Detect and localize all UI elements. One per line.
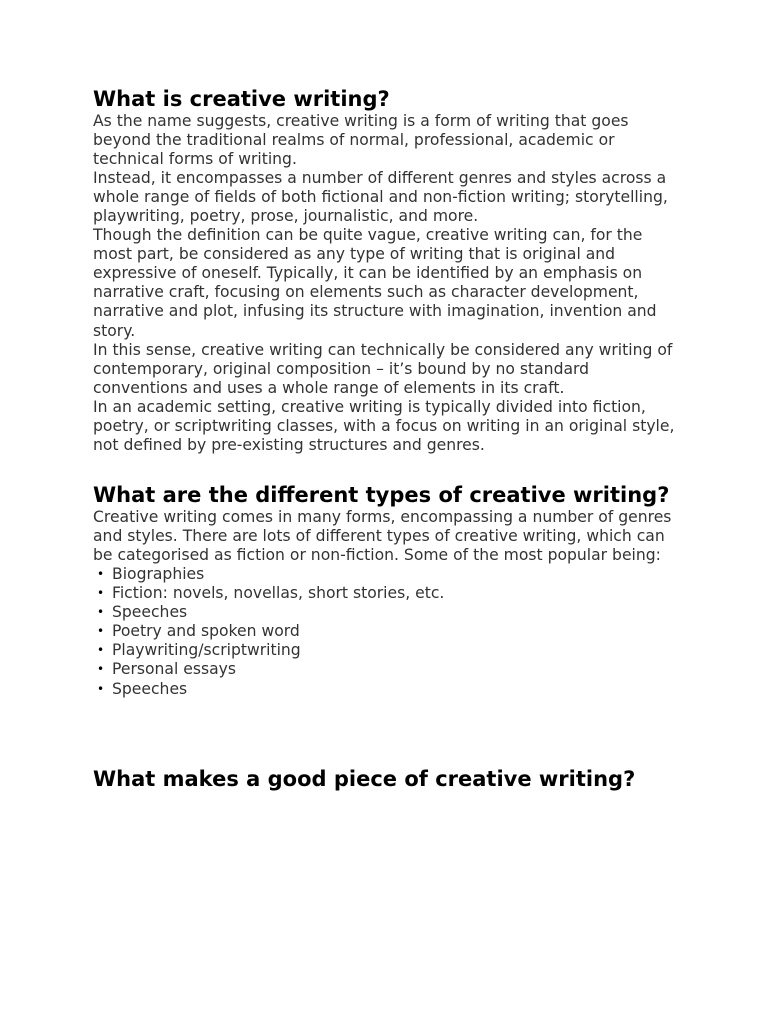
document-page: [93, 87, 683, 791]
types-list: [93, 565, 683, 699]
bullet-icon: •: [97, 566, 105, 581]
bullet-icon: •: [97, 624, 105, 639]
paragraph: Instead, it encompasses a number of different genres and styles across a whole range of fields of both fictional and non-fiction writing; storytelling, playwriting, poetry, prose, journalistic, and more.: [93, 168, 668, 225]
bullet-icon: •: [97, 586, 105, 601]
list-item-text: Playwriting/scriptwriting: [112, 641, 301, 660]
list-item-text: Speeches: [112, 679, 188, 698]
paragraph: As the name suggests, creative writing is a form of writing that goes beyond the traditional realms of normal, professional, academic or technical forms of writing.: [93, 111, 629, 168]
list-item-text: Biographies: [112, 564, 205, 583]
list-item: [97, 679, 683, 699]
section-good-creative-writing: [93, 767, 683, 792]
paragraph: Creative writing comes in many forms, encompassing a number of genres and styles. There are lots of different types of creative writing, which can be categorised as fiction or non-fiction. Some of the most popular being:: [93, 507, 672, 564]
bullet-icon: •: [97, 605, 105, 620]
section-heading: What are the different types of creative writing?: [93, 483, 670, 508]
list-item: [97, 584, 683, 603]
list-item: [97, 564, 683, 584]
section-heading: What is creative writing?: [93, 87, 390, 111]
list-item-text: Personal essays: [112, 660, 236, 679]
bullet-icon: •: [97, 681, 105, 696]
list-item: [97, 622, 683, 641]
paragraph: In this sense, creative writing can technically be considered any writing of contemporary, original composition – it’s bound by no standard conventions and uses a whole range of elements in its craft.: [93, 340, 673, 397]
list-item: [97, 660, 683, 679]
bullet-icon: •: [97, 643, 105, 658]
paragraph: In an academic setting, creative writing is typically divided into fiction, poetry, or scriptwriting classes, with a focus on writing in an original style, not defined by pre-existing structures and genres.: [93, 397, 675, 455]
section-what-is-creative-writing: [93, 87, 683, 455]
paragraph: Though the definition can be quite vague, creative writing can, for the most part, be considered as any type of writing that is original and expressive of oneself. Typically, it can be identified by an emphasis on narrative craft, focusing on elements such as character development, narrative and plot, infusing its structure with imagination, invention and story.: [93, 226, 657, 340]
section-types-of-creative-writing: [93, 483, 683, 698]
list-item-text: Fiction: novels, novellas, short stories, etc.: [112, 584, 445, 603]
list-item-text: Speeches: [112, 603, 188, 622]
list-item: [97, 641, 683, 660]
list-item: [97, 603, 683, 622]
section-heading: What makes a good piece of creative writing?: [93, 766, 636, 791]
list-item-text: Poetry and spoken word: [112, 622, 300, 641]
bullet-icon: •: [97, 662, 105, 677]
